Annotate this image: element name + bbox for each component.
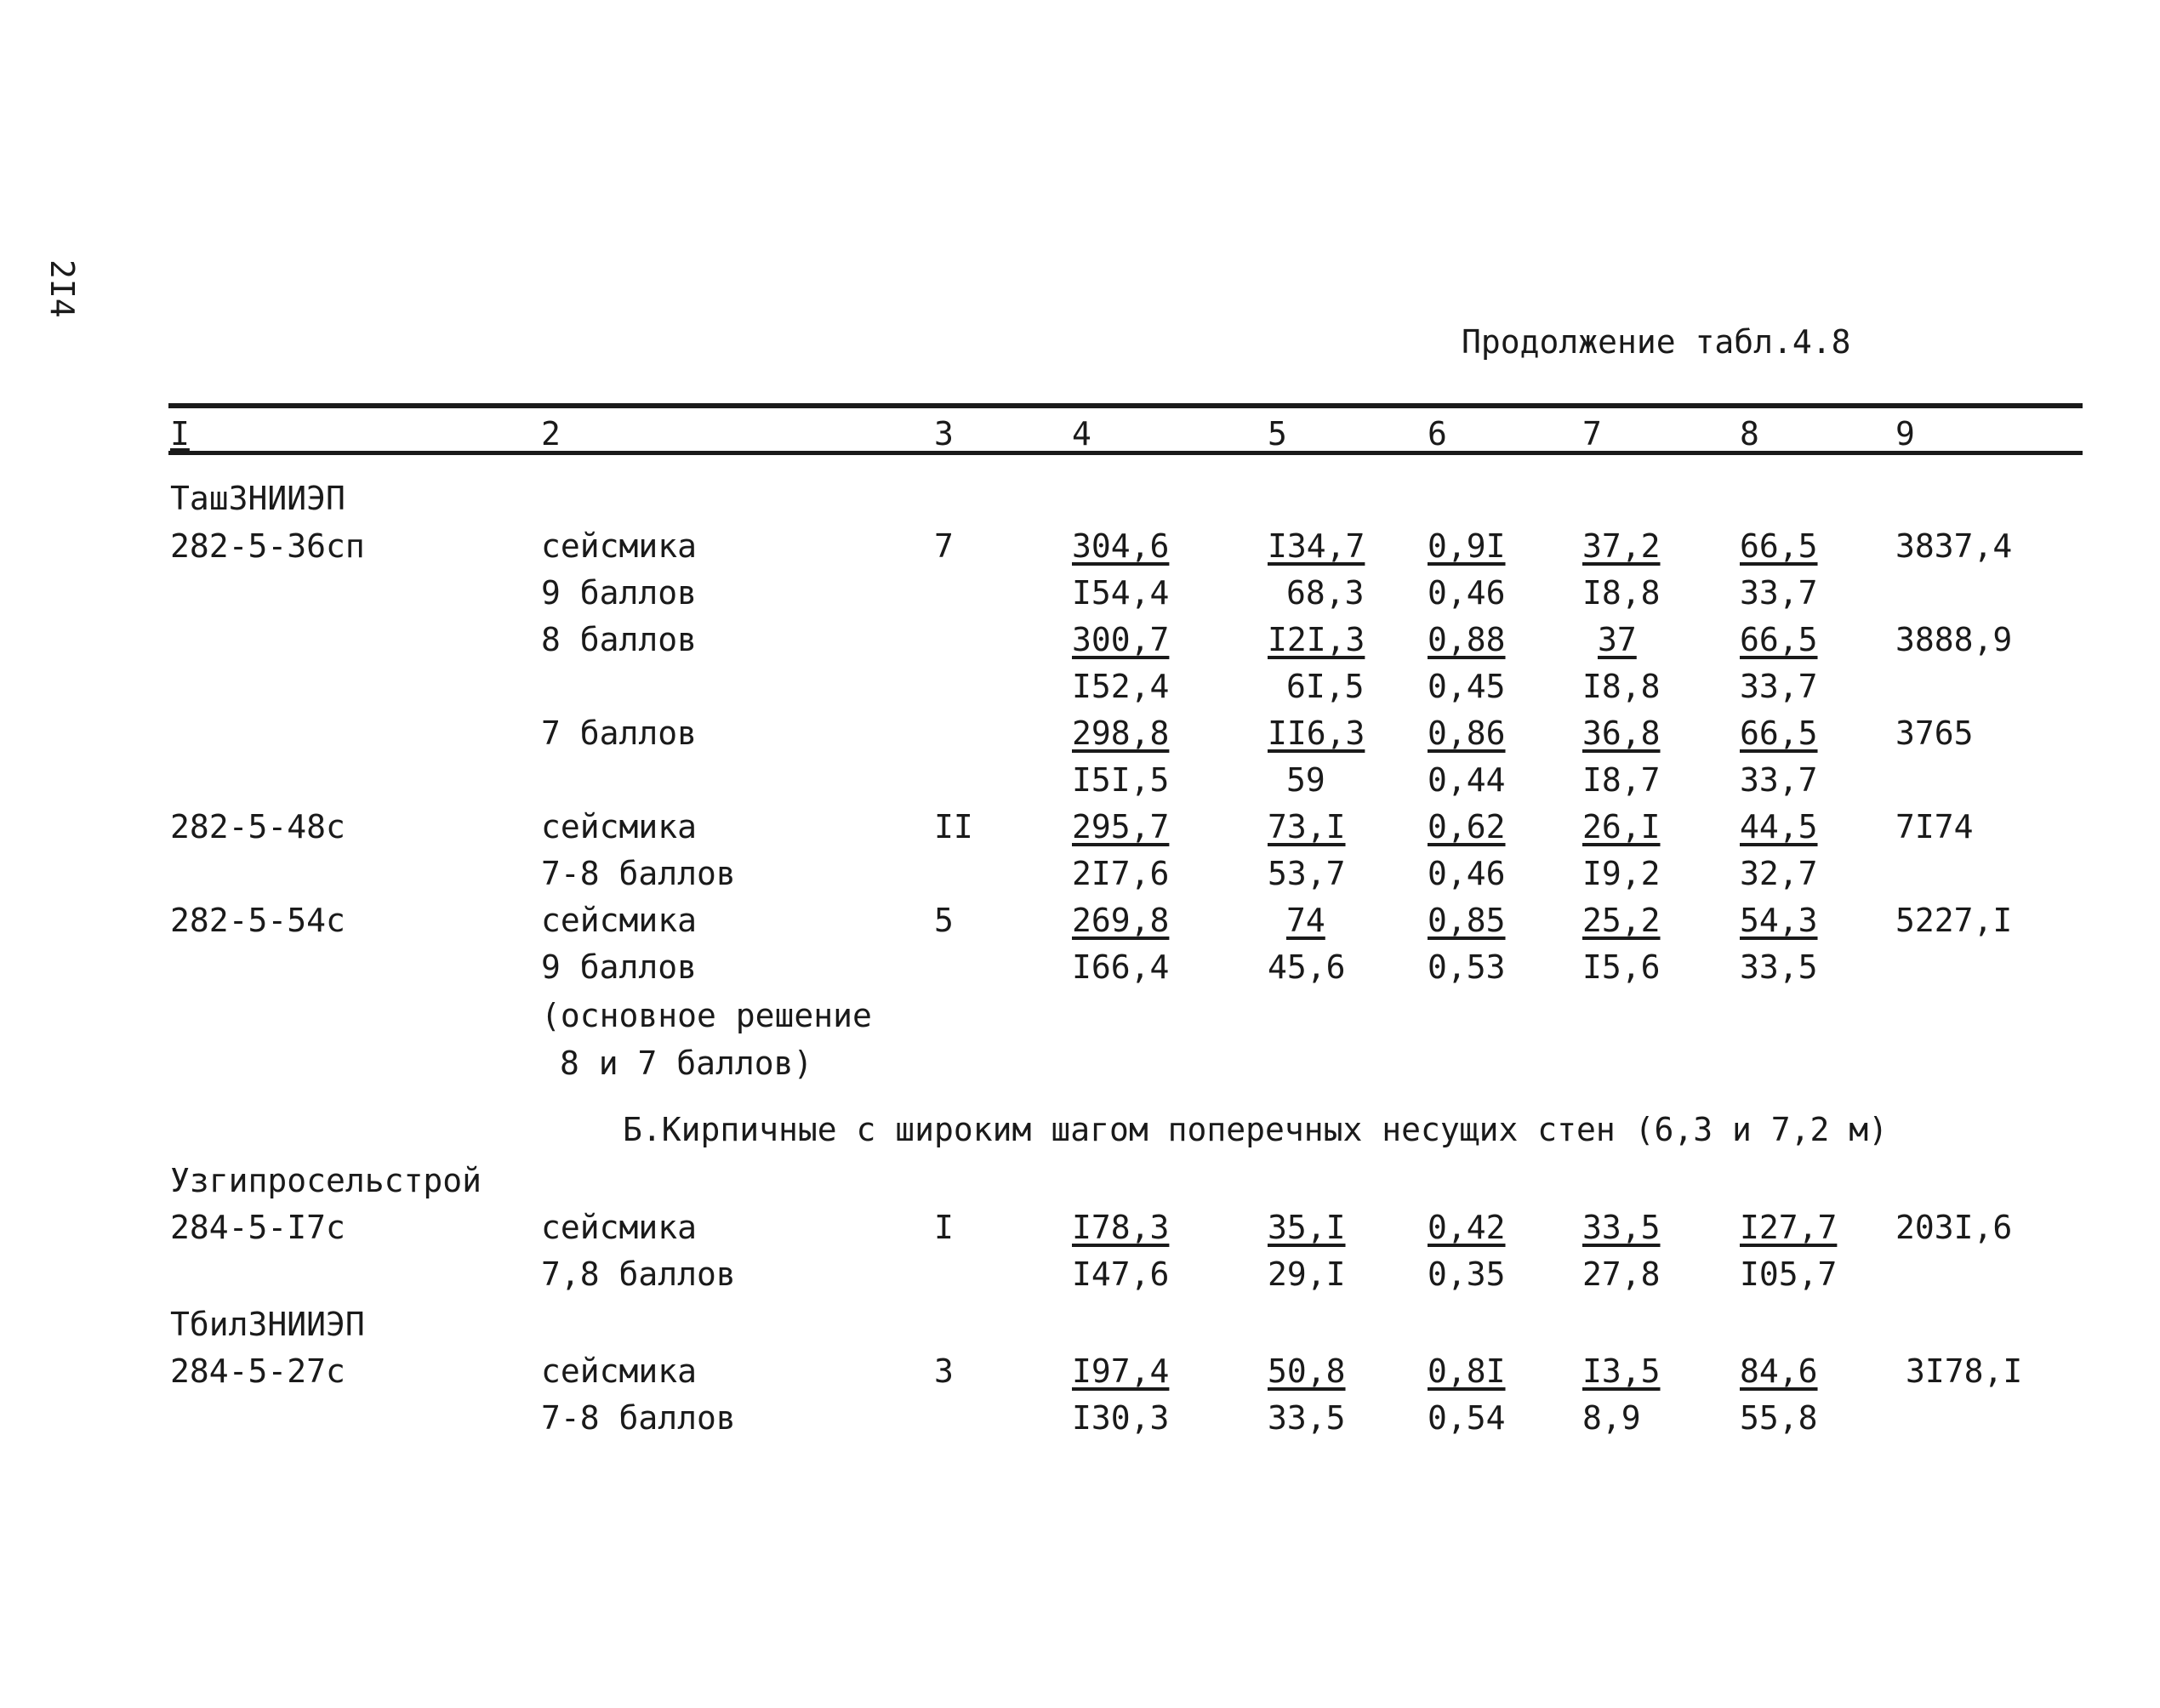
project-code: 282-5-48с — [170, 808, 345, 845]
denominator-value: I30,3 — [1072, 1399, 1170, 1437]
numerator-value: I78,3 — [1072, 1209, 1170, 1246]
condition-label: 9 баллов — [541, 574, 698, 612]
numerator-value: 66,5 — [1740, 621, 1818, 658]
numerator-value: 269,8 — [1072, 902, 1170, 939]
denominator-value: I05,7 — [1740, 1255, 1838, 1293]
condition-label: сейсмика — [541, 808, 698, 845]
section-title: Б.Кирпичные с широким шагом поперечных несущих стен (6,3 и 7,2 м) — [623, 1111, 1889, 1148]
denominator-value: 33,7 — [1740, 761, 1818, 799]
table-caption: Продолжение табл.4.8 — [1462, 323, 1851, 361]
organization-name: Узгипросельстрой — [170, 1162, 482, 1199]
numerator-value: 0,85 — [1428, 902, 1506, 939]
denominator-value: 0,35 — [1428, 1255, 1506, 1293]
condition-label: 7,8 баллов — [541, 1255, 736, 1293]
total-value: 3I78,I — [1906, 1352, 2023, 1390]
numerator-value: 33,5 — [1582, 1209, 1661, 1246]
numerator-value: I3,5 — [1582, 1352, 1661, 1390]
column-header: 6 — [1428, 415, 1447, 453]
denominator-value: I47,6 — [1072, 1255, 1170, 1293]
numerator-value: 35,I — [1268, 1209, 1346, 1246]
condition-label: сейсмика — [541, 1209, 698, 1246]
column-header: I — [170, 415, 190, 453]
denominator-value: 53,7 — [1268, 855, 1346, 892]
column-header: 8 — [1740, 415, 1759, 453]
numerator-value: II6,3 — [1268, 715, 1365, 752]
denominator-value: 32,7 — [1740, 855, 1818, 892]
total-value: 203I,6 — [1895, 1209, 2013, 1246]
condition-note: 8 и 7 баллов) — [560, 1045, 813, 1082]
count-value: 7 — [934, 527, 954, 565]
condition-label: сейсмика — [541, 1352, 698, 1390]
numerator-value: 54,3 — [1740, 902, 1818, 939]
numerator-value: I2I,3 — [1268, 621, 1365, 658]
denominator-value: 33,7 — [1740, 574, 1818, 612]
page-number: 2I4 — [43, 259, 81, 318]
numerator-value: 74 — [1286, 902, 1325, 939]
denominator-value: 29,I — [1268, 1255, 1346, 1293]
column-header: 9 — [1895, 415, 1915, 453]
numerator-value: I97,4 — [1072, 1352, 1170, 1390]
denominator-value: I54,4 — [1072, 574, 1170, 612]
numerator-value: 37,2 — [1582, 527, 1661, 565]
organization-name: ТбилЗНИИЭП — [170, 1306, 365, 1343]
denominator-value: 68,3 — [1286, 574, 1365, 612]
numerator-value: I27,7 — [1740, 1209, 1838, 1246]
denominator-value: 55,8 — [1740, 1399, 1818, 1437]
numerator-value: 73,I — [1268, 808, 1346, 845]
denominator-value: 0,46 — [1428, 855, 1506, 892]
project-code: 284-5-I7с — [170, 1209, 345, 1246]
condition-label: 8 баллов — [541, 621, 698, 658]
numerator-value: I34,7 — [1268, 527, 1365, 565]
denominator-value: 0,44 — [1428, 761, 1506, 799]
numerator-value: 304,6 — [1072, 527, 1170, 565]
count-value: 5 — [934, 902, 954, 939]
project-code: 282-5-54с — [170, 902, 345, 939]
numerator-value: 50,8 — [1268, 1352, 1346, 1390]
column-header: 3 — [934, 415, 954, 453]
column-header: 7 — [1582, 415, 1602, 453]
total-value: 3837,4 — [1895, 527, 2013, 565]
numerator-value: 295,7 — [1072, 808, 1170, 845]
denominator-value: 8,9 — [1582, 1399, 1641, 1437]
numerator-value: 25,2 — [1582, 902, 1661, 939]
table-header-rule — [168, 451, 2083, 455]
numerator-value: 0,62 — [1428, 808, 1506, 845]
denominator-value: I8,8 — [1582, 574, 1661, 612]
numerator-value: 84,6 — [1740, 1352, 1818, 1390]
denominator-value: 0,53 — [1428, 948, 1506, 986]
numerator-value: 300,7 — [1072, 621, 1170, 658]
column-header: 4 — [1072, 415, 1091, 453]
numerator-value: 0,9I — [1428, 527, 1506, 565]
column-header: 2 — [541, 415, 561, 453]
numerator-value: 298,8 — [1072, 715, 1170, 752]
denominator-value: I52,4 — [1072, 668, 1170, 705]
numerator-value: 26,I — [1582, 808, 1661, 845]
denominator-value: 0,46 — [1428, 574, 1506, 612]
numerator-value: 66,5 — [1740, 527, 1818, 565]
total-value: 3888,9 — [1895, 621, 2013, 658]
table-top-rule — [168, 403, 2083, 408]
condition-label: сейсмика — [541, 527, 698, 565]
count-value: I — [934, 1209, 954, 1246]
condition-label: 9 баллов — [541, 948, 698, 986]
condition-label: 7 баллов — [541, 715, 698, 752]
total-value: 7I74 — [1895, 808, 1974, 845]
total-value: 5227,I — [1895, 902, 2013, 939]
condition-note: (основное решение — [541, 997, 872, 1034]
denominator-value: 33,7 — [1740, 668, 1818, 705]
numerator-value: 0,88 — [1428, 621, 1506, 658]
organization-name: ТашЗНИИЭП — [170, 480, 345, 517]
denominator-value: 2I7,6 — [1072, 855, 1170, 892]
project-code: 282-5-36сп — [170, 527, 365, 565]
count-value: II — [934, 808, 973, 845]
denominator-value: 27,8 — [1582, 1255, 1661, 1293]
denominator-value: I8,8 — [1582, 668, 1661, 705]
denominator-value: I8,7 — [1582, 761, 1661, 799]
denominator-value: 45,6 — [1268, 948, 1346, 986]
denominator-value: 0,45 — [1428, 668, 1506, 705]
denominator-value: I66,4 — [1072, 948, 1170, 986]
condition-label: 7-8 баллов — [541, 855, 736, 892]
denominator-value: I5I,5 — [1072, 761, 1170, 799]
column-header: 5 — [1268, 415, 1287, 453]
condition-label: 7-8 баллов — [541, 1399, 736, 1437]
denominator-value: 33,5 — [1740, 948, 1818, 986]
count-value: 3 — [934, 1352, 954, 1390]
numerator-value: 44,5 — [1740, 808, 1818, 845]
denominator-value: 59 — [1286, 761, 1325, 799]
project-code: 284-5-27с — [170, 1352, 345, 1390]
denominator-value: I5,6 — [1582, 948, 1661, 986]
numerator-value: 0,86 — [1428, 715, 1506, 752]
condition-label: сейсмика — [541, 902, 698, 939]
denominator-value: I9,2 — [1582, 855, 1661, 892]
numerator-value: 0,8I — [1428, 1352, 1506, 1390]
numerator-value: 36,8 — [1582, 715, 1661, 752]
denominator-value: 0,54 — [1428, 1399, 1506, 1437]
denominator-value: 6I,5 — [1286, 668, 1365, 705]
total-value: 3765 — [1895, 715, 1974, 752]
numerator-value: 37 — [1598, 621, 1637, 658]
denominator-value: 33,5 — [1268, 1399, 1346, 1437]
numerator-value: 66,5 — [1740, 715, 1818, 752]
numerator-value: 0,42 — [1428, 1209, 1506, 1246]
